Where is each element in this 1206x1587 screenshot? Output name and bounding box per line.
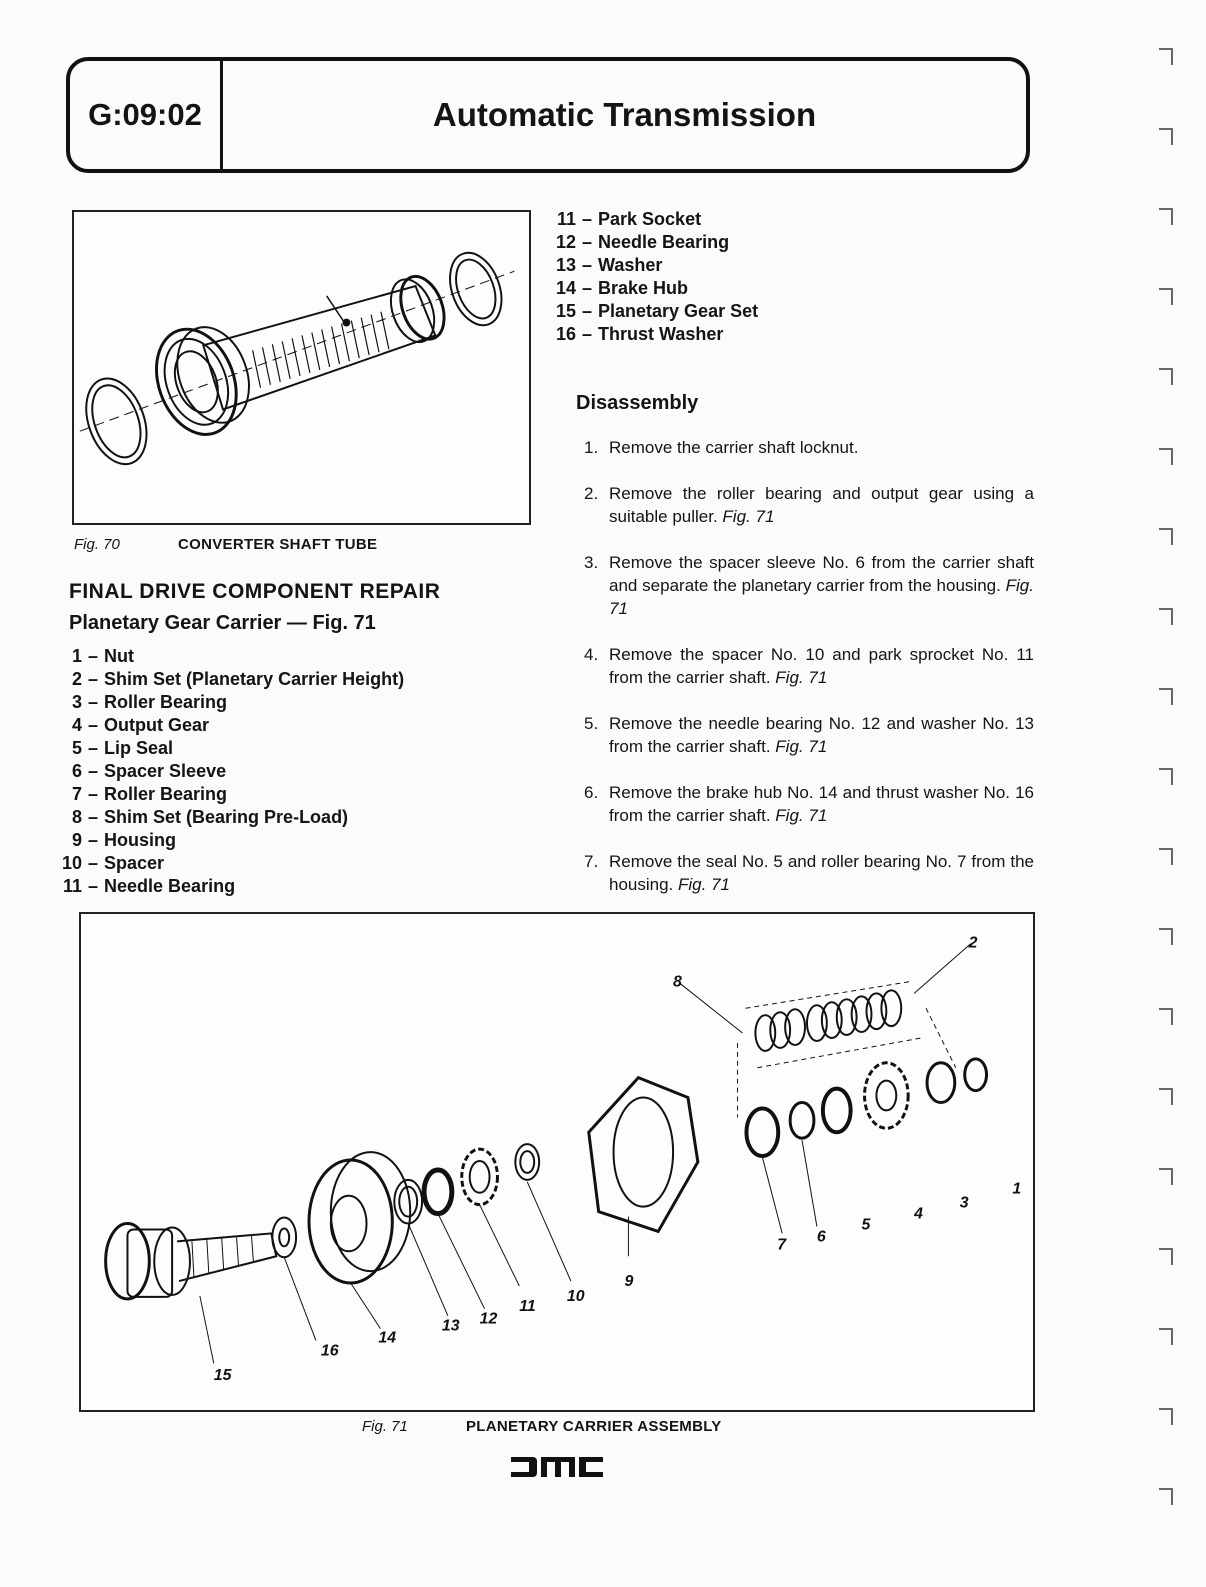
callout-10: 10 <box>566 1287 585 1305</box>
list-item: 11 – Needle Bearing <box>62 876 236 896</box>
edge-tab-mark-icon <box>1158 685 1176 707</box>
callout-5: 5 <box>861 1216 871 1234</box>
callout-15: 15 <box>213 1367 232 1385</box>
planetary-carrier-exploded-view <box>79 912 1035 1412</box>
dmc-logo-graphic <box>509 1453 605 1481</box>
edge-tab-mark-icon <box>1158 845 1176 867</box>
fig70-label: Fig. 70 <box>74 536 120 553</box>
list-item: 5 – Lip Seal <box>71 738 174 758</box>
edge-tab-mark-icon <box>1158 605 1176 627</box>
disassembly-steps <box>584 436 1034 919</box>
edge-tab-mark-icon <box>1158 925 1176 947</box>
edge-tab-mark-icon <box>1158 365 1176 387</box>
step-item: 2. Remove the roller bearing and output gear using a suitable puller. Fig. 71 <box>584 484 1034 526</box>
parts-list-right <box>546 208 758 346</box>
step-item: 4. Remove the spacer No. 10 and park sprocket No. 11 from the carrier shaft. Fig. 71 <box>584 645 1034 687</box>
list-item: 14 – Brake Hub <box>555 278 689 298</box>
list-item: 3 – Roller Bearing <box>71 692 228 712</box>
callout-6: 6 <box>816 1228 826 1246</box>
callout-13: 13 <box>441 1317 460 1335</box>
list-item: 4 – Output Gear <box>71 715 210 735</box>
step-item: 6. Remove the brake hub No. 14 and thrust washer No. 16 from the carrier shaft. Fig. 71 <box>584 783 1034 825</box>
converter-shaft-tube-drawing <box>74 212 529 523</box>
edge-tab-mark-icon <box>1158 285 1176 307</box>
edge-tab-mark-icon <box>1158 1325 1176 1347</box>
callout-8: 8 <box>673 973 682 991</box>
planetary-carrier-drawing <box>81 914 1033 1410</box>
callout-3: 3 <box>959 1194 969 1212</box>
list-item: 6 – Spacer Sleeve <box>71 761 227 781</box>
edge-tab-mark-icon <box>1158 445 1176 467</box>
list-item: 1 – Nut <box>71 646 135 666</box>
callout-14: 14 <box>378 1329 397 1347</box>
fig71-title: PLANETARY CARRIER ASSEMBLY <box>466 1418 722 1435</box>
callout-1: 1 <box>1012 1180 1022 1198</box>
list-item: 10 – Spacer <box>61 853 165 873</box>
step-item: 1. Remove the carrier shaft locknut. <box>584 438 859 457</box>
disassembly-heading: Disassembly <box>576 392 699 414</box>
callout-7: 7 <box>777 1236 787 1254</box>
parts-list-left <box>52 645 404 898</box>
list-item: 11 – Park Socket <box>556 209 702 229</box>
list-item: 15 – Planetary Gear Set <box>555 301 759 321</box>
list-item: 9 – Housing <box>71 830 177 850</box>
callout-4: 4 <box>914 1205 923 1223</box>
list-item: 2 – Shim Set (Planetary Carrier Height) <box>71 669 405 689</box>
step-item: 7. Remove the seal No. 5 and roller bearing No. 7 from the housing. Fig. 71 <box>584 852 1034 894</box>
list-item: 16 – Thrust Washer <box>555 324 724 344</box>
list-item: 13 – Washer <box>555 255 663 275</box>
callout-2: 2 <box>968 934 978 952</box>
dmc-logo <box>509 1453 605 1481</box>
edge-tab-mark-icon <box>1158 125 1176 147</box>
fig70-caption <box>74 536 377 553</box>
list-item: 7 – Roller Bearing <box>71 784 228 804</box>
edge-tab-mark-icon <box>1158 765 1176 787</box>
step-item: 3. Remove the spacer sleeve No. 6 from the carrier shaft and separate the planetary carrier from the housing. Fig. 71 <box>584 553 1034 618</box>
converter-shaft-tube-illustration <box>72 210 531 525</box>
edge-tab-mark-icon <box>1158 1245 1176 1267</box>
callout-11: 11 <box>519 1297 536 1315</box>
edge-tab-mark-icon <box>1158 1485 1176 1507</box>
callout-12: 12 <box>479 1310 498 1328</box>
fig71-label: Fig. 71 <box>362 1418 408 1435</box>
page-header <box>66 57 1030 173</box>
callout-9: 9 <box>624 1273 634 1290</box>
edge-tab-mark-icon <box>1158 205 1176 227</box>
edge-tab-mark-icon <box>1158 1005 1176 1027</box>
list-item: 8 – Shim Set (Bearing Pre-Load) <box>71 807 349 827</box>
section-code: G:09:02 <box>88 97 202 132</box>
fig70-title: CONVERTER SHAFT TUBE <box>178 536 378 553</box>
section-heading: FINAL DRIVE COMPONENT REPAIR <box>69 580 441 603</box>
list-item: 12 – Needle Bearing <box>555 232 730 252</box>
page-title: Automatic Transmission <box>432 96 817 133</box>
edge-tab-mark-icon <box>1158 1405 1176 1427</box>
edge-tab-mark-icon <box>1158 1165 1176 1187</box>
edge-tab-mark-icon <box>1158 525 1176 547</box>
edge-tab-mark-icon <box>1158 1085 1176 1107</box>
fig71-caption <box>362 1418 722 1435</box>
edge-tab-mark-icon <box>1158 45 1176 67</box>
section-subheading: Planetary Gear Carrier — Fig. 71 <box>69 612 376 634</box>
step-item: 5. Remove the needle bearing No. 12 and washer No. 13 from the carrier shaft. Fig. 71 <box>584 714 1034 756</box>
callout-16: 16 <box>320 1342 339 1360</box>
